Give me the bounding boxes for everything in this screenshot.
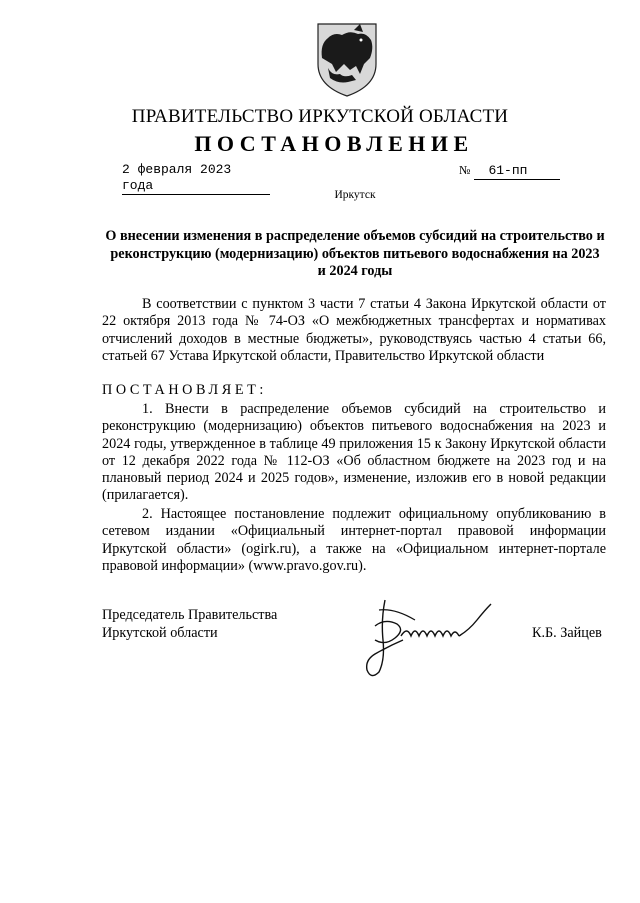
handwritten-signature	[345, 590, 505, 680]
number-sign: №	[459, 163, 471, 177]
document-type: ПОСТАНОВЛЕНИЕ	[194, 131, 474, 156]
signatory-position-line1: Председатель Правительства	[102, 607, 278, 623]
document-date: 2 февраля 2023 года	[122, 162, 270, 195]
signatory-name: К.Б. Зайцев	[532, 625, 602, 641]
signatory-position	[102, 607, 277, 642]
organization-name: ПРАВИТЕЛЬСТВО ИРКУТСКОЙ ОБЛАСТИ	[131, 106, 509, 127]
coat-of-arms-icon	[314, 18, 380, 98]
item-2-paragraph: 2. Настоящее постановление подлежит официальному опубликованию в сетевом издании «Официальный интернет-портал правовой информации Иркутской области» (ogirk.ru), а также на «Официальном интернет-портале правовой информации» (www.pravo.gov.ru).	[102, 506, 606, 574]
preamble-paragraph: В соответствии с пунктом 3 части 7 статьи 4 Закона Иркутской области от 22 октября 2013 года № 74-ОЗ «О межбюджетных трансфертах и нормативах отчислений доходов в местные бюджеты», руководствуясь частью 4 статьи 66, статьей 67 Устава Иркутской области, Правительство Иркутской области	[102, 296, 606, 364]
document-city: Иркутск	[334, 189, 376, 201]
document-title: О внесении изменения в распределение объемов субсидий на строительство и реконструкцию (модернизацию) объектов питьевого водоснабжения на 2023 и 2024 годы	[105, 228, 605, 279]
document-number: 61-пп	[474, 163, 560, 180]
document-number-field	[459, 162, 560, 180]
item-1-paragraph: 1. Внести в распределение объемов субсидий на строительство и реконструкцию (модернизацию) объектов питьевого водоснабжения на 2023 и 2024 годы, утвержденное в таблице 49 приложения 15 к Закону Иркутской области от 12 декабря 2022 года № 112-ОЗ «Об областном бюджете на 2023 год и на плановый период 2024 и 2025 годов», изменение, изложив его в новой редакции (прилагается).	[102, 401, 606, 504]
decree-word: ПОСТАНОВЛЯЕТ:	[102, 382, 267, 398]
signatory-position-line2: Иркутской области	[102, 624, 218, 641]
